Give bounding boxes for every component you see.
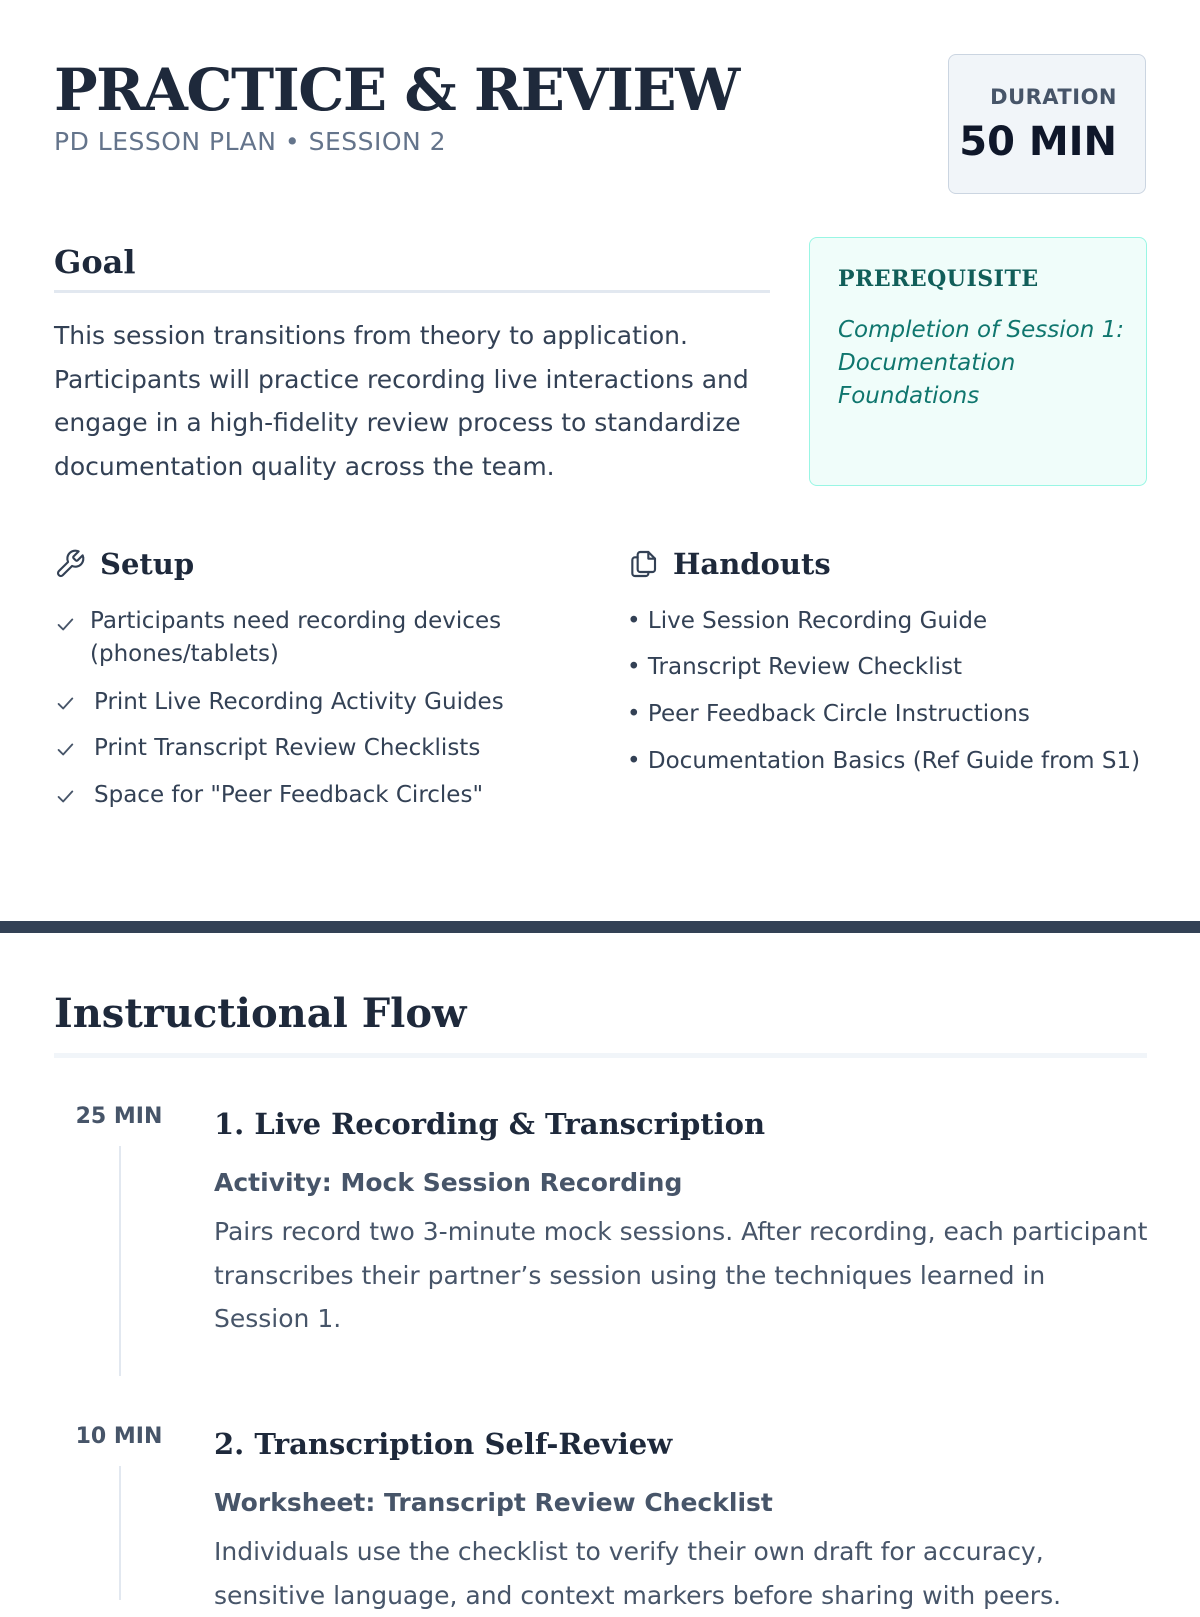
check-icon [54,738,76,760]
handout-item: • Live Session Recording Guide [627,608,988,634]
timeline-line [119,1466,121,1600]
setup-item [54,605,524,671]
page-subtitle: PD LESSON PLAN • SESSION 2 [54,127,447,156]
step-subtitle: Worksheet: Transcript Review Checklist [214,1488,773,1517]
goal-text: This session transitions from theory to application. Participants will practice recording live interactions and engage in a high-fidelity review process to standardize documentation quality across the team. [54,321,749,481]
handout-item: • Documentation Basics (Ref Guide from S1) [627,748,1141,774]
step-description: Individuals use the checklist to verify their own draft for accuracy, sensitive language, and context markers before sharing with peers. [214,1537,1062,1610]
step-duration: 25 MIN [75,1104,163,1129]
page-title: PRACTICE & REVIEW [54,56,739,124]
step-subtitle: Activity: Mock Session Recording [214,1168,683,1197]
step-description: Pairs record two 3-minute mock sessions. After recording, each participant transcribes their partner’s session using the techniques learned in Session 1. [214,1217,1148,1333]
setup-heading: Setup [100,547,195,581]
step-title: 1. Live Recording & Transcription [214,1107,766,1141]
prerequisite-card [809,237,1147,486]
setup-item-label: Print Transcript Review Checklists [94,735,481,761]
handouts-heading: Handouts [673,547,831,581]
timeline-line [119,1146,121,1376]
setup-item-label: Print Live Recording Activity Guides [94,689,504,715]
goal-divider [54,290,770,293]
handout-item-label: Peer Feedback Circle Instructions [647,701,1030,727]
handout-item: • Transcript Review Checklist [627,654,962,680]
wrench-icon [54,548,86,580]
flow-divider [54,1053,1147,1058]
setup-item-label: Space for "Peer Feedback Circles" [94,782,484,808]
setup-item [54,779,524,812]
step-title: 2. Transcription Self-Review [214,1427,673,1461]
check-icon [54,613,76,635]
duration-label: DURATION [990,85,1117,109]
check-icon [54,785,76,807]
setup-item-label: Participants need recording devices (phones/tablets) [90,608,502,667]
handout-item-label: Documentation Basics (Ref Guide from S1) [647,748,1141,774]
goal-heading: Goal [54,243,136,281]
step-duration: 10 MIN [75,1424,163,1449]
check-icon [54,692,76,714]
handout-item-label: Transcript Review Checklist [647,654,962,680]
prerequisite-text: Completion of Session 1: Documentation Foundations [838,317,1124,409]
flow-heading: Instructional Flow [54,990,467,1037]
duration-card [948,54,1146,194]
documents-icon [627,548,659,580]
handout-item-label: Live Session Recording Guide [647,608,988,634]
duration-value: 50 MIN [959,119,1117,165]
prerequisite-label: PREREQUISITE [838,266,1039,292]
setup-item [54,686,524,719]
setup-item [54,732,524,765]
section-divider [0,921,1200,933]
handout-item: • Peer Feedback Circle Instructions [627,701,1030,727]
